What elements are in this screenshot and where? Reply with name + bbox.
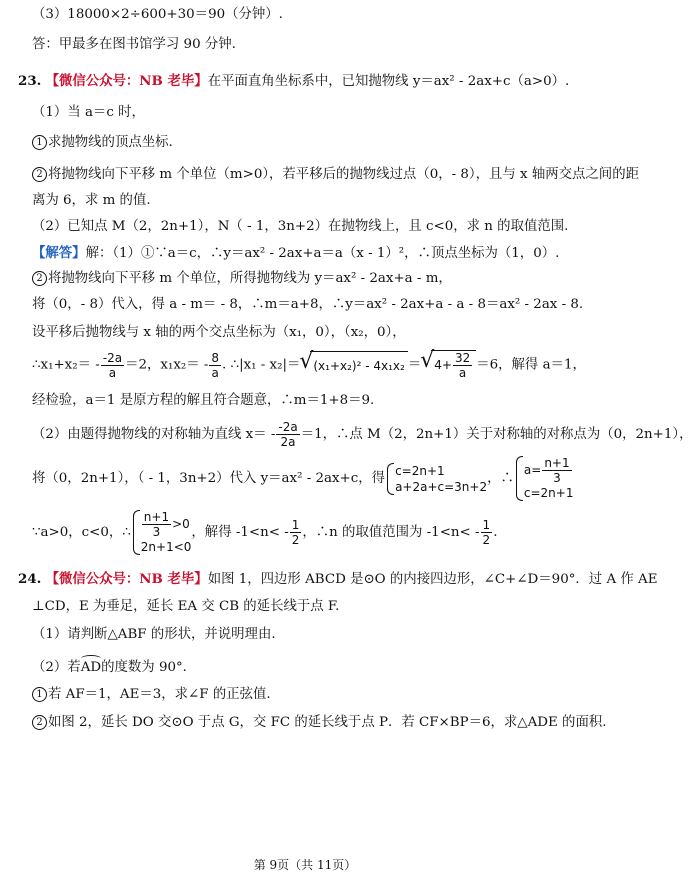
question-24-header (18, 570, 657, 589)
q24-part2-1-text: 若 AF＝1，AE＝3，求∠F 的正弦值. (48, 687, 271, 702)
answer-line-part3: （3）18000×2÷600+30＝90（分钟）. (32, 7, 283, 22)
sqrt-expression: √ (x₁+x₂)² - 4x₁x₂ (310, 351, 407, 380)
numerator: 1 (291, 518, 300, 532)
numerator: 32 (454, 351, 471, 365)
question-number: 23. (18, 73, 42, 89)
numerator: 8 (211, 350, 220, 365)
q23-part1b-cont: 离为 6，求 m 的值. (32, 193, 151, 208)
equation-row: a+2a+c=3n+2 (395, 479, 488, 494)
equation-row: c=2n+1 (395, 463, 445, 478)
q24-stem-cont: ⊥CD，E 为垂足，延长 EA 交 CB 的延长线于点 F. (32, 599, 340, 614)
question-stem: 如图 1，四边形 ABCD 是⊙O 的内接四边形，∠C+∠D＝90°．过 A 作 AE (207, 572, 658, 587)
answer-line-8 (32, 456, 573, 501)
circled-number-1: 1 (32, 687, 47, 702)
condition-text: ∵a>0，c<0，∴ (32, 525, 131, 540)
q24-part2-2-text: 如图 2，延长 DO 交⊙O 于点 G，交 FC 的延长线于点 P．若 CF×BP＝6，求△ADE 的面积. (48, 715, 607, 730)
denominator: 3 (553, 471, 561, 485)
denominator: 3 (152, 525, 161, 539)
answer-line-5: ∴x₁+x₂＝ - $\frac{-2a}{a}$ ＝2，x₁x₂＝ - $\frac{8}{a}$ . ∴|x₁ - x₂|＝√ (x₁+x₂)² - 4x₁x₂ ＝√ 4+ $\frac{32}{a}$ ＝6，解得 a＝1， (32, 350, 586, 380)
equation-row (524, 456, 574, 485)
substitute-text: 将（0，2n+1），（ - 1，3n+2）代入 y＝ax² - 2ax+c，得 (32, 471, 386, 486)
denominator: a (211, 365, 219, 380)
answer-line-4: 设平移后抛物线与 x 轴的两个交点坐标为（x₁，0），（x₂，0）， (32, 325, 406, 340)
q23-part1a-text: 求抛物线的顶点坐标. (48, 135, 173, 150)
arc-label: AD (81, 656, 101, 677)
q23-part1b-text: 将抛物线向下平移 m 个单位（m>0），若平移后的抛物线过点（0，- 8），且与 x 轴两交点之间的距 (48, 167, 639, 182)
solve-text: ＝6，解得 a＝1， (476, 357, 586, 373)
inequality-row (141, 510, 192, 539)
q23-part1: （1）当 a＝c 时， (32, 105, 145, 120)
answer-line-9 (32, 510, 497, 555)
answer-line-3: 将（0，- 8）代入，得 a - m＝ - 8，∴m＝a+8，∴y＝ax² - 2ax+a - a - 8＝ax² - 2ax - 8. (32, 297, 584, 312)
q23-part1a (32, 134, 173, 152)
range-text: ，∴n 的取值范围为 -1<n< - (302, 525, 480, 540)
answer-line-1 (32, 244, 559, 263)
circled-number-2: 2 (32, 167, 47, 182)
denominator: 2 (482, 533, 491, 547)
numerator: n+1 (544, 456, 570, 470)
q24-part2 (32, 656, 196, 677)
q24-part2-2 (32, 714, 606, 732)
numerator: -2a (102, 350, 123, 365)
answer-line-6: 经检验，a＝1 是原方程的解且符合题意，∴m＝1+8＝9. (32, 393, 375, 408)
answer-conclusion: 答：甲最多在图书馆学习 90 分钟. (32, 37, 236, 52)
q24-part2-suffix: 的度数为 90°． (101, 660, 197, 675)
therefore-text: ，∴ (487, 471, 514, 486)
q24-part2-prefix: （2）若 (32, 660, 81, 675)
sum-roots: ∴x₁+x₂＝ - (32, 357, 100, 373)
question-number: 24. (18, 571, 42, 587)
product-roots: ＝2，x₁x₂＝ - (125, 357, 209, 373)
symmetric-point-text: ＝1，∴点 M（2，2n+1）关于对称轴的对称点为（0，2n+1）， (300, 427, 692, 442)
fraction (542, 456, 571, 485)
fraction (209, 351, 221, 380)
fraction (481, 518, 493, 547)
sqrt-term: 4+ (434, 358, 452, 372)
q24-part2-1 (32, 686, 271, 704)
denominator: a (108, 365, 117, 380)
denominator: a (458, 366, 467, 380)
answer-line-7 (32, 420, 692, 449)
denominator: 2 (291, 533, 300, 547)
source-tag: 【微信公众号：NB 老毕】 (45, 73, 208, 89)
equation-lhs: a= (523, 463, 542, 477)
sqrt-expression-2 (431, 350, 476, 380)
inequality-sign: >0 (172, 517, 190, 531)
answer-label: 【解答】 (32, 245, 86, 261)
distance-text: . ∴|x₁ - x₂|＝ (222, 357, 301, 373)
circled-number-2: 2 (32, 715, 47, 730)
answer-line-2 (32, 270, 452, 288)
numerator: 1 (482, 518, 491, 532)
source-tag: 【微信公众号：NB 老毕】 (45, 571, 208, 587)
equation-system-1 (385, 463, 487, 495)
fraction (276, 420, 299, 449)
solution-text: ，解得 -1<n< - (191, 525, 289, 540)
axis-text: （2）由题得抛物线的对称轴为直线 x＝ - (32, 427, 276, 442)
q24-part1: （1）请判断△ABF 的形状，并说明理由. (32, 627, 276, 642)
fraction (101, 351, 124, 380)
fraction (142, 510, 171, 539)
answer-line-1-text: 解：（1）①∵a＝c，∴y＝ax² - 2ax+a＝a（x - 1）²，∴顶点坐标为（1，0）. (85, 246, 560, 261)
question-23-header (18, 72, 569, 91)
inequality-row: 2n+1<0 (140, 540, 192, 554)
circled-number-1: 1 (32, 135, 47, 150)
q23-part1b (32, 166, 639, 184)
equation-row: c=2n+1 (523, 486, 574, 500)
question-stem: 在平面直角坐标系中，已知抛物线 y＝ax² - 2ax+c（a>0）. (207, 74, 570, 89)
numerator: -2a (278, 420, 298, 434)
numerator: n+1 (143, 510, 170, 524)
denominator: 2a (280, 435, 296, 449)
page-footer: 第 9页（共 11页） (253, 858, 357, 872)
fraction (453, 351, 472, 380)
q23-part2: （2）已知点 M（2，2n+1），N（ - 1，3n+2）在抛物线上，且 c<0，求 n 的取值范围. (32, 219, 569, 234)
circled-number-2: 2 (32, 271, 47, 286)
period: . (493, 525, 498, 540)
inequality-system (131, 510, 192, 555)
answer-line-2-text: 将抛物线向下平移 m 个单位，所得抛物线为 y＝ax² - 2ax+a - m， (48, 271, 452, 286)
fraction (290, 518, 302, 547)
equation-system-2 (514, 456, 574, 501)
